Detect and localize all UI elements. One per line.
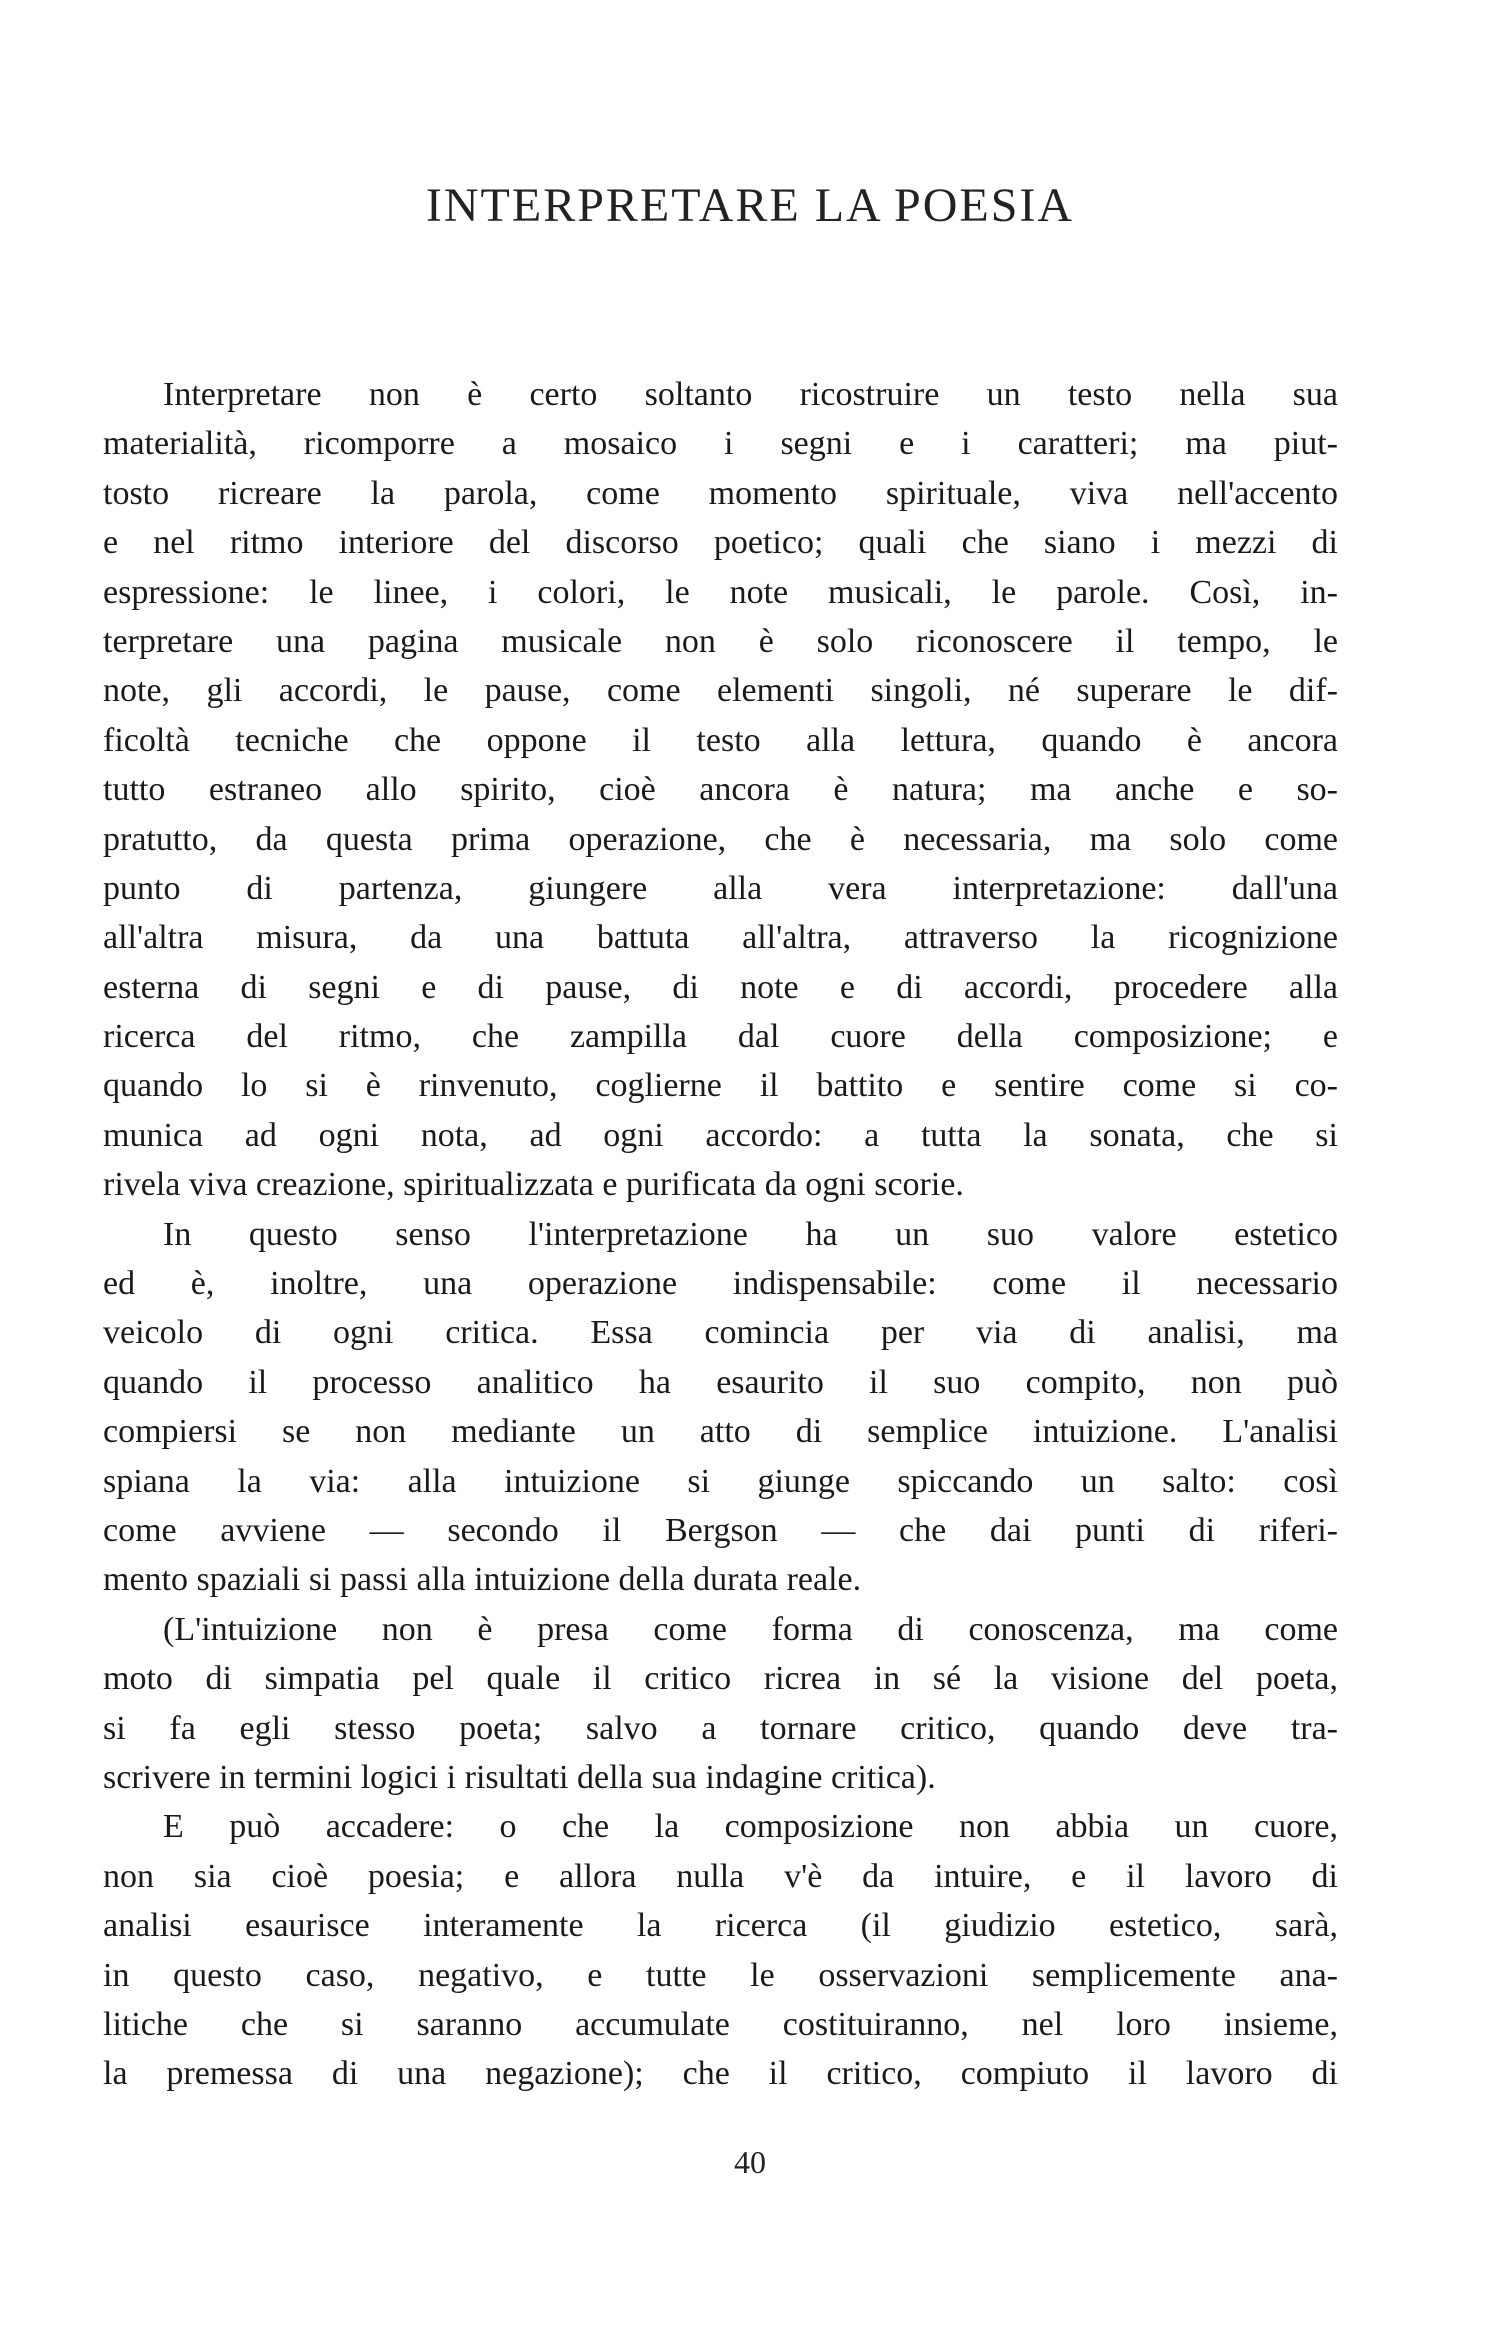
- text-line: tutto estraneo allo spirito, cioè ancora è natura; ma anche e so-: [103, 771, 1338, 809]
- text-line: in questo caso, negativo, e tutte le osservazioni semplicemente ana-: [103, 1956, 1338, 1994]
- paragraph-4: [103, 1802, 1338, 2098]
- text-line: quando lo si è rinvenuto, coglierne il battito e sentire come si co-: [103, 1067, 1338, 1105]
- text-line: ricerca del ritmo, che zampilla dal cuore della composizione; e: [103, 1018, 1338, 1056]
- text-line: compiersi se non mediante un atto di semplice intuizione. L'analisi: [103, 1413, 1338, 1451]
- text-line: litiche che si saranno accumulate costituiranno, nel loro insieme,: [103, 2005, 1338, 2043]
- text-line: come avviene — secondo il Bergson — che dai punti di riferi-: [103, 1511, 1338, 1549]
- text-line: ficoltà tecniche che oppone il testo alla lettura, quando è ancora: [103, 721, 1338, 759]
- text-line: espressione: le linee, i colori, le note musicali, le parole. Così, in-: [103, 573, 1338, 611]
- text-line: moto di simpatia pel quale il critico ricrea in sé la visione del poeta,: [103, 1660, 1338, 1698]
- text-line: Interpretare non è certo soltanto ricostruire un testo nella sua: [163, 376, 1338, 413]
- text-line: note, gli accordi, le pause, come elementi singoli, né superare le dif-: [103, 672, 1338, 710]
- paragraph-1: [103, 370, 1338, 1210]
- text-line: tosto ricreare la parola, come momento spirituale, viva nell'accento: [103, 474, 1338, 512]
- text-line: la premessa di una negazione); che il critico, compiuto il lavoro di: [103, 2055, 1338, 2093]
- paragraph-2: [103, 1210, 1338, 1605]
- text-line: scrivere in termini logici i risultati della sua indagine critica).: [103, 1758, 936, 1796]
- text-line: pratutto, da questa prima operazione, che è necessaria, ma solo come: [103, 820, 1338, 858]
- text-line: terpretare una pagina musicale non è solo riconoscere il tempo, le: [103, 622, 1338, 660]
- text-line: ed è, inoltre, una operazione indispensabile: come il necessario: [103, 1265, 1338, 1303]
- text-line: si fa egli stesso poeta; salvo a tornare critico, quando deve tra-: [103, 1709, 1338, 1747]
- text-line: all'altra misura, da una battuta all'altra, attraverso la ricognizione: [103, 919, 1338, 957]
- text-line: punto di partenza, giungere alla vera interpretazione: dall'una: [103, 869, 1338, 907]
- text-line: E può accadere: o che la composizione non abbia un cuore,: [163, 1808, 1338, 1846]
- page-number: 40: [734, 2144, 766, 2180]
- text-line: In questo senso l'interpretazione ha un suo valore estetico: [163, 1215, 1338, 1253]
- text-line: analisi esaurisce interamente la ricerca (il giudizio estetico, sarà,: [103, 1907, 1338, 1945]
- text-line: quando il processo analitico ha esaurito il suo compito, non può: [103, 1363, 1338, 1401]
- text-line: non sia cioè poesia; e allora nulla v'è da intuire, e il lavoro di: [103, 1857, 1338, 1895]
- text-line: (L'intuizione non è presa come forma di conoscenza, ma come: [163, 1610, 1338, 1648]
- text-line: materialità, ricomporre a mosaico i segni e i caratteri; ma piut-: [103, 425, 1338, 463]
- body-text: [103, 370, 1338, 2099]
- paragraph-3: [103, 1605, 1338, 1803]
- text-line: veicolo di ogni critica. Essa comincia per via di analisi, ma: [103, 1314, 1338, 1352]
- text-line: e nel ritmo interiore del discorso poetico; quali che siano i mezzi di: [103, 524, 1338, 562]
- text-line: rivela viva creazione, spiritualizzata e purificata da ogni scorie.: [103, 1166, 964, 1204]
- chapter-title: INTERPRETARE LA POESIA: [425, 179, 1075, 232]
- text-line: esterna di segni e di pause, di note e di accordi, procedere alla: [103, 968, 1338, 1006]
- text-line: munica ad ogni nota, ad ogni accordo: a tutta la sonata, che si: [103, 1116, 1338, 1154]
- text-line: mento spaziali si passi alla intuizione della durata reale.: [103, 1561, 862, 1599]
- text-line: spiana la via: alla intuizione si giunge spiccando un salto: così: [103, 1462, 1338, 1500]
